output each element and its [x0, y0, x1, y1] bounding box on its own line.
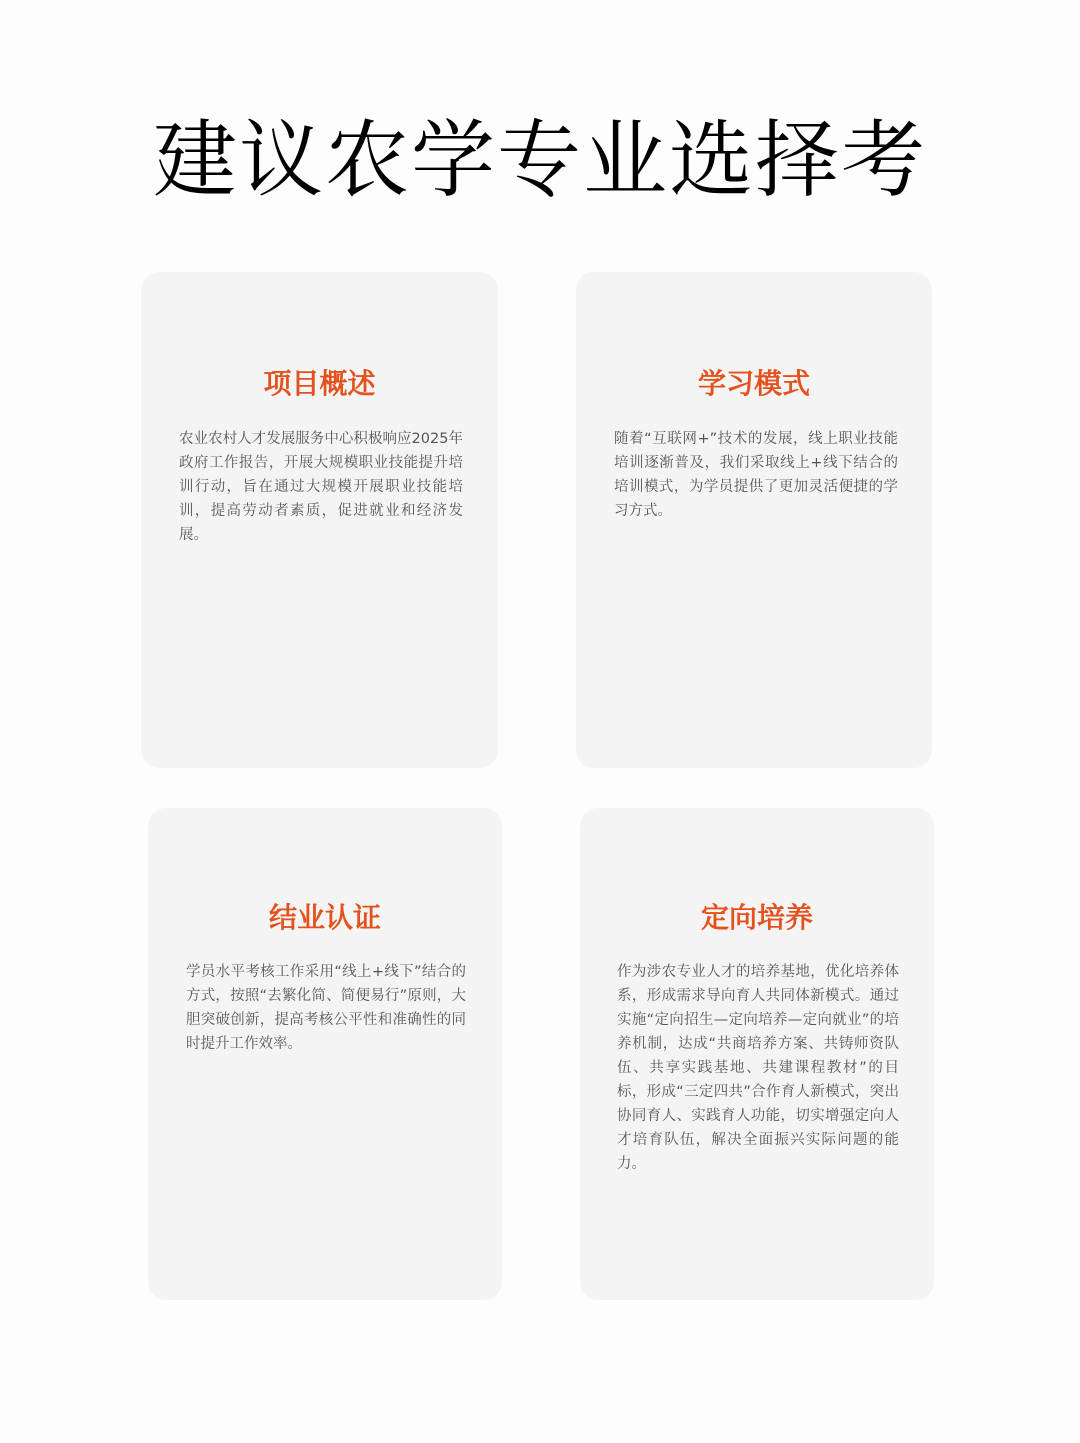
- card-title: 定向培养: [700, 901, 813, 934]
- card-body: 作为涉农专业人才的培养基地，优化培养体系，形成需求导向育人共同体新模式。通过实施“定向招生—定向培养—定向就业”的培养机制，达成“共商培养方案、共铸师资队伍、共享实践基地、共建课程教材”的目标，形成“三定四共”合作育人新模式，突出协同育人、实践育人功能，切实增强定向人才培育队伍，解决全面振兴实际问题的能力。: [617, 964, 899, 1172]
- card-body: 农业农村人才发展服务中心积极响应2025年政府工作报告，开展大规模职业技能提升培训行动，旨在通过大规模开展职业技能培训，提高劳动者素质，促进就业和经济发展。: [179, 431, 463, 543]
- card-title: 学习模式: [697, 367, 810, 400]
- card-learning-mode: [576, 272, 932, 768]
- card-body: 学员水平考核工作采用“线上+线下”结合的方式，按照“去繁化简、简便易行”原则，大胆突破创新，提高考核公平性和准确性的同时提升工作效率。: [186, 964, 466, 1052]
- card-title: 项目概述: [263, 367, 376, 400]
- card-body: 随着“互联网+”技术的发展，线上职业技能培训逐渐普及，我们采取线上+线下结合的培训模式，为学员提供了更加灵活便捷的学习方式。: [614, 431, 898, 519]
- card-title: 结业认证: [268, 901, 381, 934]
- card-targeted-training: [580, 808, 934, 1300]
- page-title: 建议农学专业选择考: [152, 111, 927, 209]
- card-project-overview: [141, 272, 498, 768]
- card-completion-certification: [148, 808, 502, 1300]
